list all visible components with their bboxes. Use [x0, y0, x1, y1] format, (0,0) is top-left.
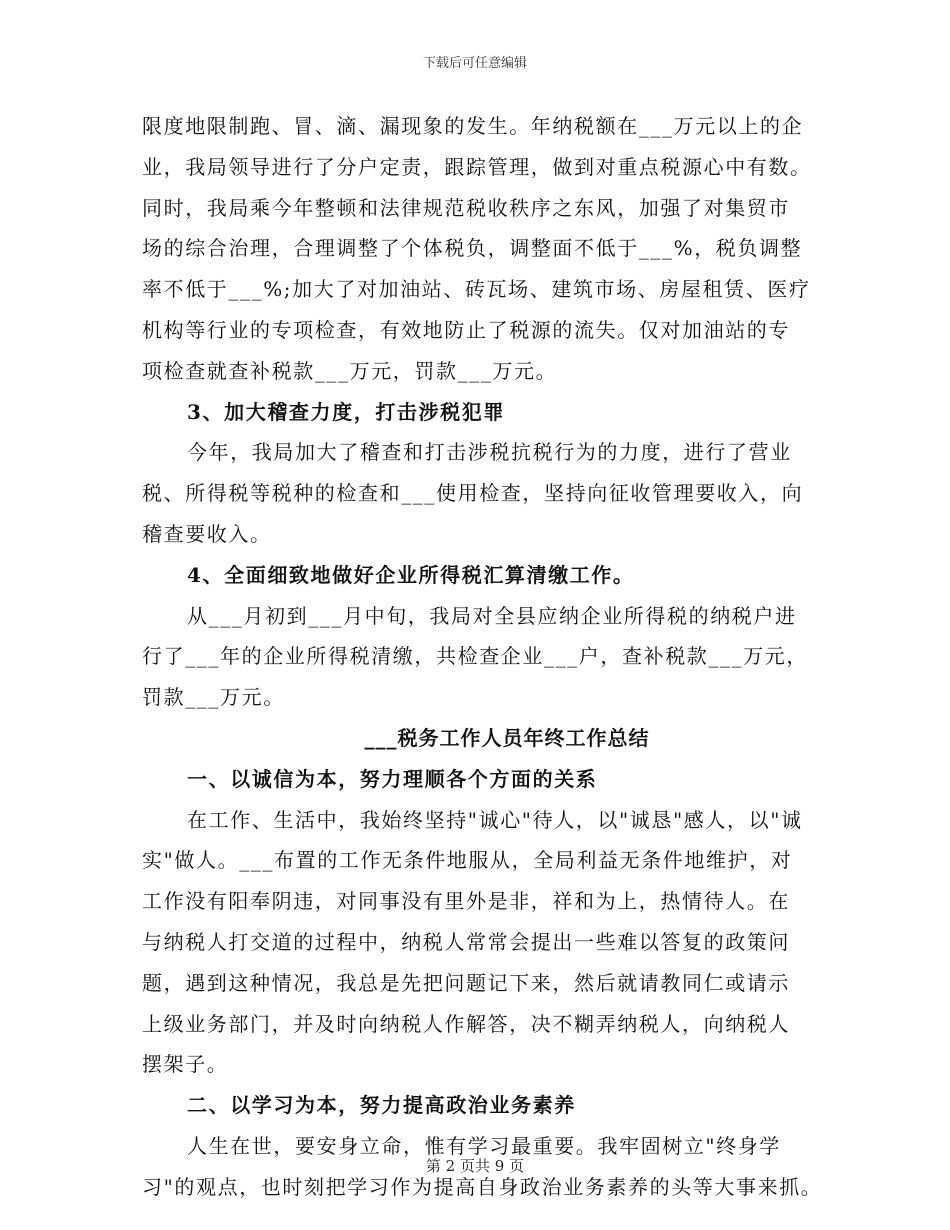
document-body — [142, 106, 832, 1208]
paragraph-line: 习"的观点，也时刻把学习作为提高自身政治业务素养的头等大事来抓。 — [142, 1174, 823, 1199]
section-heading: 4、全面细致地做好企业所得税汇算清缴工作。 — [187, 562, 635, 587]
paragraph-line: 摆架子。 — [142, 1052, 229, 1077]
section-heading: 一、以诚信为本，努力理顺各个方面的关系 — [187, 766, 598, 791]
paragraph-line: 机构等行业的专项检查，有效地防止了税源的流失。仅对加油站的专 — [142, 317, 790, 342]
paragraph-line: 场的综合治理，合理调整了个体税负，调整面不低于___%，税负调整 — [142, 236, 803, 261]
paragraph-line: 项检查就查补税款___万元，罚款___万元。 — [142, 358, 558, 383]
paragraph-line: 从___月初到___月中旬，我局对全县应纳企业所得税的纳税户进 — [187, 603, 797, 628]
document-title: ___税务工作人员年终工作总结 — [364, 725, 650, 750]
paragraph-line: 今年，我局加大了稽查和打击涉税抗税行为的力度，进行了营业 — [187, 440, 792, 465]
section-heading: 二、以学习为本，努力提高政治业务素养 — [187, 1093, 576, 1118]
paragraph-line: 税、所得税等税种的检查和___使用检查，坚持向征收管理要收入，向 — [142, 481, 804, 506]
paragraph-line: 工作没有阳奉阴违，对同事没有里外是非，祥和为上，热情待人。在 — [142, 889, 790, 914]
paragraph-line: 上级业务部门，并及时向纳税人作解答，决不糊弄纳税人，向纳税人 — [142, 1011, 790, 1036]
paragraph-line: 在工作、生活中，我始终坚持"诚心"待人，以"诚恳"感人，以"诚 — [187, 807, 803, 832]
paragraph-line: 罚款___万元。 — [142, 685, 285, 710]
paragraph-line: 与纳税人打交道的过程中，纳税人常常会提出一些难以答复的政策问 — [142, 929, 790, 954]
paragraph-line: 限度地限制跑、冒、滴、漏现象的发生。年纳税额在___万元以上的企 — [142, 114, 804, 138]
paragraph-line: 实"做人。___布置的工作无条件地服从，全局利益无条件地维护，对 — [142, 848, 793, 873]
paragraph-line: 同时，我局乘今年整顿和法律规范税收秩序之东风，加强了对集贸市 — [142, 195, 790, 220]
page-footer: 第 2 页共 9 页 — [425, 1157, 525, 1175]
paragraph-line: 率不低于___%;加大了对加油站、砖瓦场、建筑市场、房屋租赁、医疗 — [142, 277, 811, 302]
section-heading: 3、加大稽查力度，打击涉税犯罪 — [187, 399, 505, 424]
page-header: 下载后可任意编辑 — [422, 56, 527, 71]
paragraph-line: 人生在世，要安身立命，惟有学习最重要。我牢固树立"终身学 — [187, 1133, 781, 1158]
paragraph-line: 行了___年的企业所得税清缴，共检查企业___户，查补税款___万元， — [142, 644, 808, 669]
paragraph-line: 题，遇到这种情况，我总是先把问题记下来，然后就请教同仁或请示 — [142, 970, 790, 995]
paragraph-line: 稽查要收入。 — [142, 521, 272, 546]
paragraph-line: 业，我局领导进行了分户定责，跟踪管理，做到对重点税源心中有数。 — [142, 154, 812, 179]
